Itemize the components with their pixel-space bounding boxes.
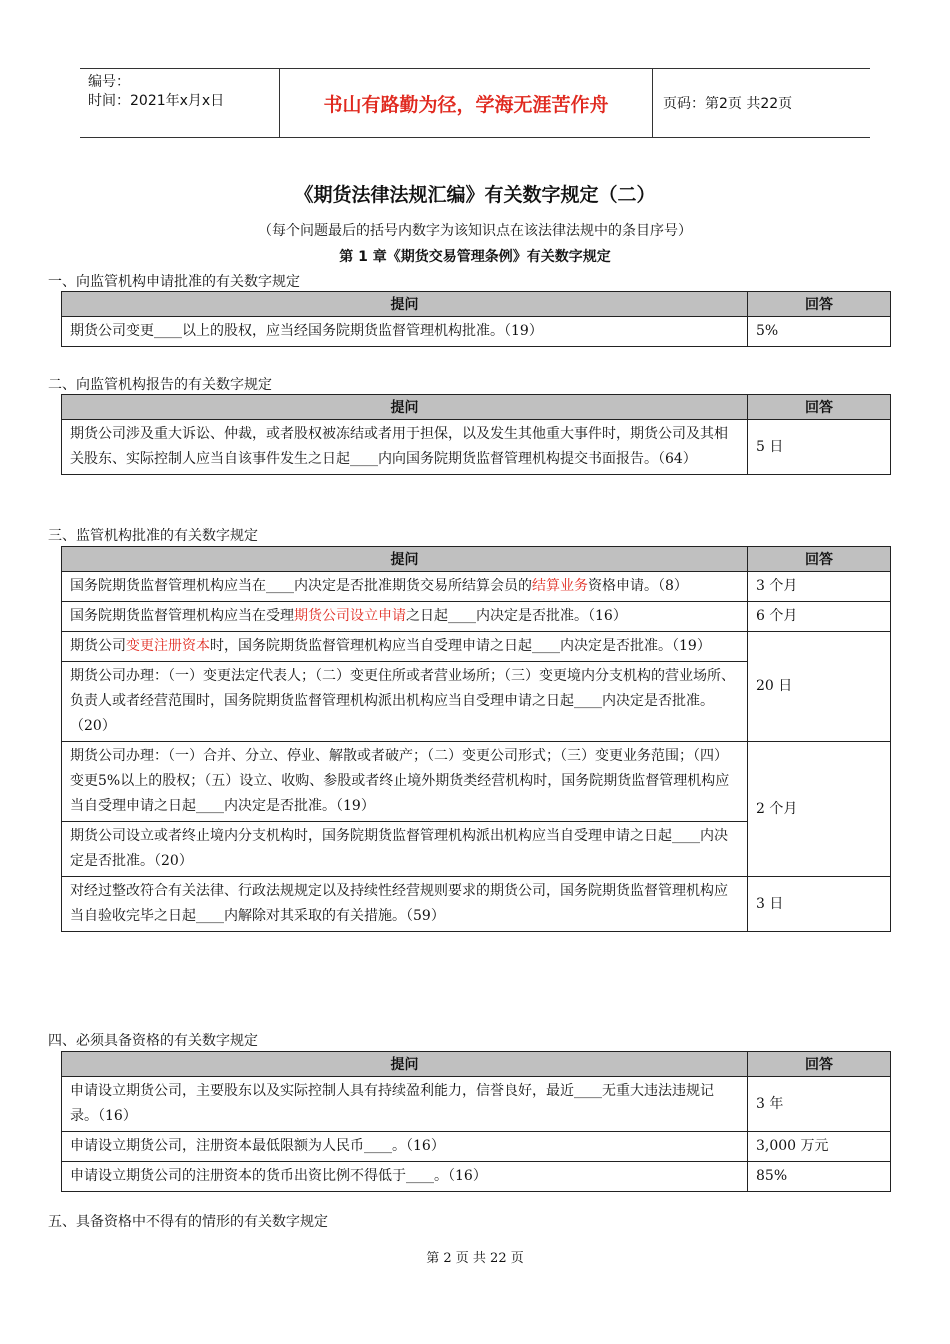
column-header-answer: 回答 <box>748 292 891 317</box>
column-header-question: 提问 <box>62 292 748 317</box>
section-heading-3: 三、监管机构批准的有关数字规定 <box>48 528 258 544</box>
question-cell: 对经过整改符合有关法律、行政法规规定以及持续性经营规则要求的期货公司，国务院期货监督管理机构应当自验收完毕之日起____内解除对其采取的有关措施。（59） <box>62 877 748 932</box>
column-header-question: 提问 <box>62 547 748 572</box>
table-header-row <box>62 395 891 420</box>
question-text: 时，国务院期货监督管理机构应当自受理申请之日起____内决定是否批准。（19） <box>210 638 711 654</box>
answer-cell: 3 个月 <box>748 572 891 602</box>
question-cell <box>62 572 748 602</box>
column-header-question: 提问 <box>62 395 748 420</box>
question-cell: 申请设立期货公司，注册资本最低限额为人民币____。（16） <box>62 1132 748 1162</box>
answer-cell: 3,000 万元 <box>748 1132 891 1162</box>
answer-cell: 20 日 <box>748 632 891 742</box>
document-subtitle: （每个问题最后的括号内数字为该知识点在该法律法规中的条目序号） <box>258 223 692 239</box>
answer-cell: 3 日 <box>748 877 891 932</box>
answer-cell: 6 个月 <box>748 602 891 632</box>
qa-table-1 <box>61 291 891 347</box>
question-cell <box>62 602 748 632</box>
answer-cell: 2 个月 <box>748 742 891 877</box>
table-row <box>62 317 891 347</box>
table-row <box>62 1162 891 1192</box>
table-row <box>62 877 891 932</box>
highlight-text: 期货公司设立申请 <box>294 608 406 624</box>
answer-cell: 85% <box>748 1162 891 1192</box>
answer-cell: 3 年 <box>748 1077 891 1132</box>
highlight-text: 变更注册资本 <box>126 638 210 654</box>
question-cell: 期货公司设立或者终止境内分支机构时，国务院期货监督管理机构派出机构应当自受理申请之日起____内决定是否批准。（20） <box>62 822 748 877</box>
date-label: 时间：2021年x月x日 <box>88 93 225 109</box>
page-footer: 第 2 页 共 22 页 <box>426 1251 524 1266</box>
answer-cell: 5 日 <box>748 420 891 475</box>
section-heading-4: 四、必须具备资格的有关数字规定 <box>48 1033 258 1049</box>
section-heading-1: 一、向监管机构申请批准的有关数字规定 <box>48 274 300 290</box>
chapter-heading: 第 1 章《期货交易管理条例》有关数字规定 <box>339 249 611 265</box>
section-heading-2: 二、向监管机构报告的有关数字规定 <box>48 377 272 393</box>
question-text: 资格申请。（8） <box>588 578 688 594</box>
column-header-answer: 回答 <box>748 395 891 420</box>
section-heading-5: 五、具备资格中不得有的情形的有关数字规定 <box>48 1214 328 1230</box>
question-text: 期货公司 <box>70 638 126 654</box>
column-header-question: 提问 <box>62 1052 748 1077</box>
highlight-text: 结算业务 <box>532 578 588 594</box>
question-text: 国务院期货监督管理机构应当在受理 <box>70 608 294 624</box>
qa-table-4 <box>61 1051 891 1192</box>
table-row <box>62 632 891 662</box>
table-header-row <box>62 292 891 317</box>
answer-cell: 5% <box>748 317 891 347</box>
header-motto: 书山有路勤为径，学海无涯苦作舟 <box>280 69 653 137</box>
question-cell: 期货公司涉及重大诉讼、仲裁，或者股权被冻结或者用于担保，以及发生其他重大事件时，期货公司及其相关股东、实际控制人应当自该事件发生之日起____内向国务院期货监督管理机构提交书面报告。（64） <box>62 420 748 475</box>
table-row <box>62 1077 891 1132</box>
column-header-answer: 回答 <box>748 1052 891 1077</box>
table-header-row <box>62 547 891 572</box>
page-header <box>80 68 870 138</box>
number-label: 编号： <box>88 74 130 90</box>
question-text: 国务院期货监督管理机构应当在____内决定是否批准期货交易所结算会员的 <box>70 578 532 594</box>
question-cell: 期货公司办理：（一）变更法定代表人；（二）变更住所或者营业场所；（三）变更境内分支机构的营业场所、负责人或者经营范围时，国务院期货监督管理机构派出机构应当自受理申请之日起____内决定是否批准。（20） <box>62 662 748 742</box>
question-cell <box>62 632 748 662</box>
table-row <box>62 572 891 602</box>
column-header-answer: 回答 <box>748 547 891 572</box>
qa-table-3 <box>61 546 891 932</box>
table-row <box>62 420 891 475</box>
question-cell: 期货公司办理：（一）合并、分立、停业、解散或者破产；（二）变更公司形式；（三）变更业务范围；（四）变更5%以上的股权；（五）设立、收购、参股或者终止境外期货类经营机构时，国务院期货监督管理机构应当自受理申请之日起____内决定是否批准。（19） <box>62 742 748 822</box>
question-cell: 期货公司变更____以上的股权，应当经国务院期货监督管理机构批准。（19） <box>62 317 748 347</box>
table-row <box>62 742 891 822</box>
question-cell: 申请设立期货公司，主要股东以及实际控制人具有持续盈利能力，信誉良好，最近____无重大违法违规记录。（16） <box>62 1077 748 1132</box>
header-meta <box>80 69 280 137</box>
table-row <box>62 602 891 632</box>
table-row <box>62 1132 891 1162</box>
question-text: 之日起____内决定是否批准。（16） <box>406 608 627 624</box>
document-title: 《期货法律法规汇编》有关数字规定（二） <box>294 184 656 206</box>
header-page-info: 页码：第2页 共22页 <box>663 96 793 112</box>
qa-table-2 <box>61 394 891 475</box>
table-header-row <box>62 1052 891 1077</box>
question-cell: 申请设立期货公司的注册资本的货币出资比例不得低于____。（16） <box>62 1162 748 1192</box>
